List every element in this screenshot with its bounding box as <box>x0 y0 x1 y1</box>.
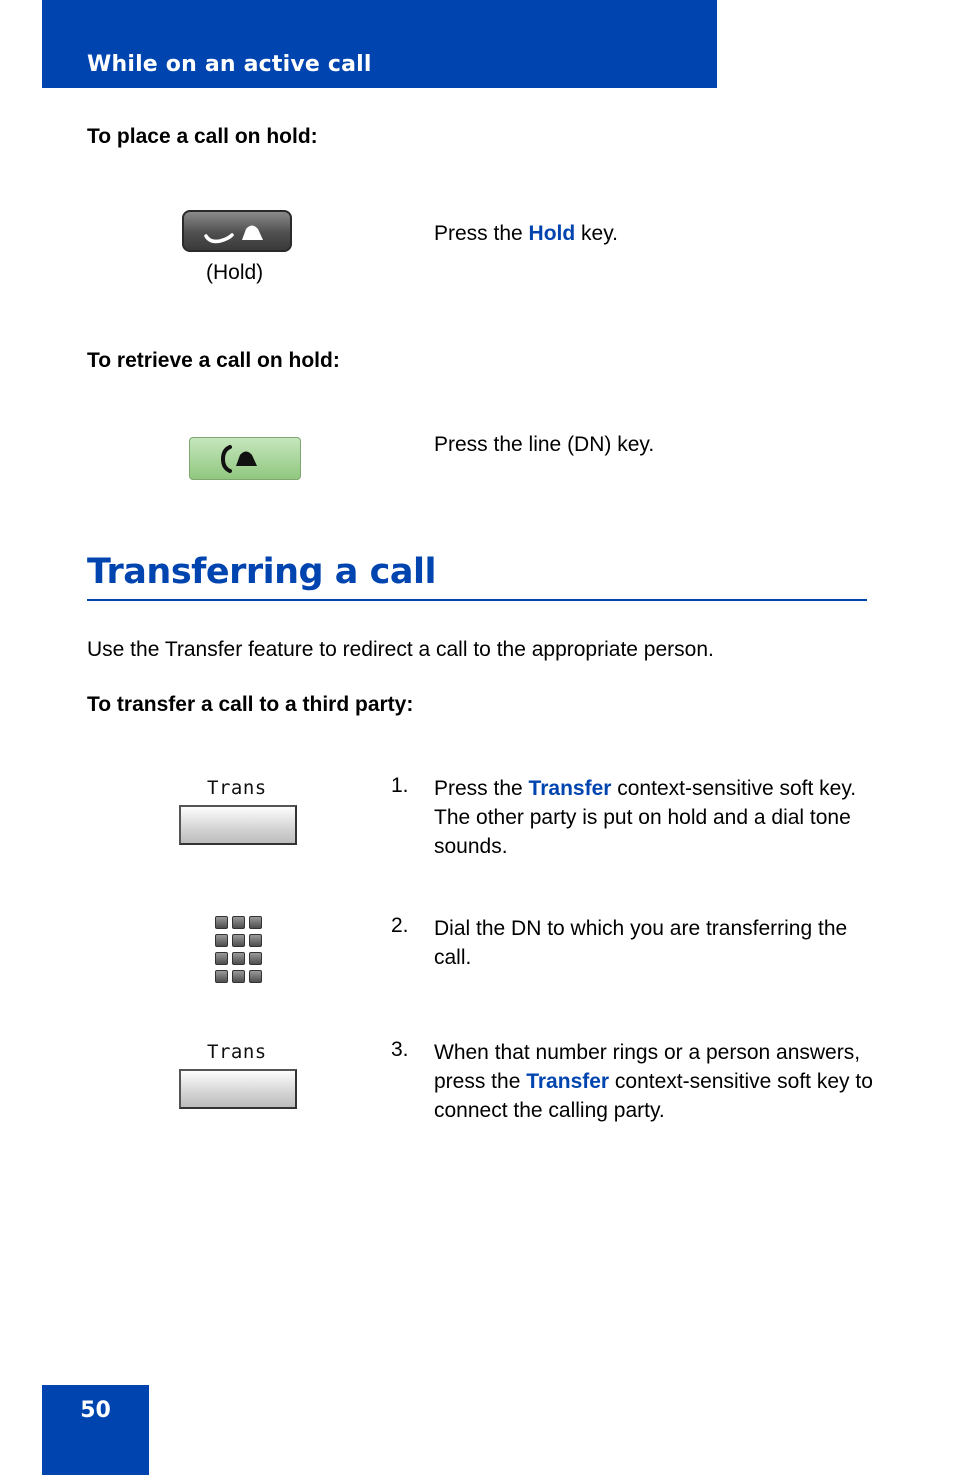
trans-soft-key-label-2: Trans <box>207 1041 267 1063</box>
step-3-prefix: When that number rings or a person answers, press the <box>434 1041 861 1093</box>
step-2-number: 2. <box>391 914 409 937</box>
header-title: While on an active call <box>87 52 372 77</box>
section-title: Transferring a call <box>87 552 436 592</box>
title-underline <box>87 599 867 601</box>
line-key-icon <box>189 437 301 480</box>
hold-key-name: Hold <box>528 222 576 245</box>
dialpad-icon <box>215 916 263 984</box>
step-2-text: Dial the DN to which you are transferring the call. <box>434 917 848 969</box>
trans-soft-key-icon-2 <box>179 1069 297 1109</box>
retrieve-instruction: Press the line (DN) key. <box>434 433 655 456</box>
step-3-key: Transfer <box>526 1070 610 1093</box>
page-number: 50 <box>80 1398 111 1423</box>
hold-key-caption: (Hold) <box>206 261 264 284</box>
hold-heading: To place a call on hold: <box>87 125 318 148</box>
footer-bar <box>42 1385 149 1475</box>
transfer-intro: Use the Transfer feature to redirect a call to the appropriate person. <box>87 638 714 661</box>
step-1-key: Transfer <box>528 777 612 800</box>
header-bar <box>42 0 717 88</box>
hold-instruction-prefix: Press the <box>434 222 529 245</box>
hold-instruction <box>434 219 618 248</box>
step-1-number: 1. <box>391 774 409 797</box>
step-1-suffix: context-sensitive soft key. The other party is put on hold and a dial tone sounds. <box>434 777 857 858</box>
step-3-number: 3. <box>391 1038 409 1061</box>
hold-key-icon <box>182 210 292 252</box>
hold-instruction-suffix: key. <box>575 222 618 245</box>
step-1-text <box>434 774 874 861</box>
step-1-prefix: Press the <box>434 777 529 800</box>
retrieve-heading: To retrieve a call on hold: <box>87 349 340 372</box>
transfer-heading: To transfer a call to a third party: <box>87 693 414 716</box>
trans-soft-key-label: Trans <box>207 777 267 799</box>
step-3-text <box>434 1038 874 1125</box>
trans-soft-key-icon <box>179 805 297 845</box>
step-3-suffix: context-sensitive soft key to connect the calling party. <box>434 1070 873 1122</box>
